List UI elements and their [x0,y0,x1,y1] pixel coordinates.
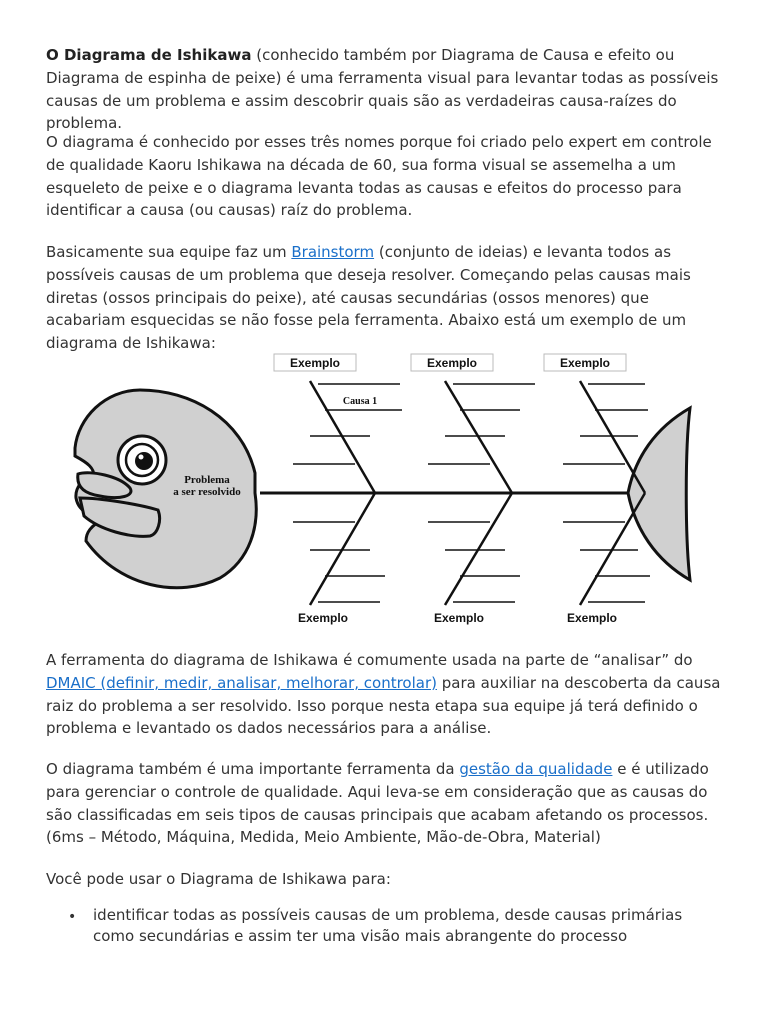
sub-bones-top-2 [428,384,535,464]
dmaic-text-after: para auxiliar na descoberta da causa raiz do problema a ser resolvido. Isso porque nesta etapa sua equipe já terá definido o problema e levantado os dados necessários para a análise. [46,673,721,738]
quality-text-after: e é utilizado para gerenciar o controle de qualidade. Aqui leva-se em consideração que as causas do são classificadas em seis tipos de causas principais que acabam afetando os processos. (6ms – Método, Máquina, Medida, Meio Ambiente, Mão-de-Obra, Material) [46,760,709,847]
intro-text: (conhecido também por Diagrama de Causa e efeito ou Diagrama de espinha de peixe) é uma ferramenta visual para levantar todas as possíveis causas de um problema e assim descobrir quais são as verdadeiras causa-raízes do problema. [46,46,719,133]
bottom-label-1: Exemplo [297,611,349,625]
usage-intro-text: Você pode usar o Diagrama de Ishikawa para: [46,870,391,888]
top-label-2: Exemplo [426,356,478,370]
intro-paragraph [46,44,732,135]
cause-1-label: Causa 1 [342,396,378,407]
dmaic-text-before: A ferramenta do diagrama de Ishikawa é comumente usada na parte de “analisar” do [46,651,693,669]
main-bone-top-2 [445,381,512,493]
ishikawa-fishbone-diagram [60,348,700,630]
sub-bones-bottom-1 [293,522,385,602]
fish-eye-highlight [139,455,144,460]
top-label-1: Exemplo [289,356,341,370]
quality-management-link[interactable]: gestão da qualidade [459,760,613,778]
usage-list [46,905,706,947]
quality-paragraph [46,758,732,849]
problem-label-line2: a ser resolvido [173,486,241,498]
bullet-icon: • [68,909,77,925]
top-label-3: Exemplo [559,356,611,370]
bottom-label-2: Exemplo [433,611,485,625]
sub-bones-bottom-2 [428,522,520,602]
list-item [46,905,706,947]
problem-label-line1: Problema [184,474,230,486]
origin-text: O diagrama é conhecido por esses três nomes porque foi criado pelo expert em controle de qualidade Kaoru Ishikawa na década de 60, sua forma visual se assemelha a um esqueleto de peixe e o diagrama levanta todas as causas e efeitos do processo para identificar a causa (ou causas) raíz do problema. [46,133,712,220]
main-bone-bottom-2 [445,493,512,605]
bottom-label-3: Exemplo [566,611,618,625]
origin-paragraph [46,131,732,222]
fish-pupil [135,452,153,470]
brainstorm-text-before: Basicamente sua equipe faz um [46,243,292,261]
dmaic-link[interactable]: DMAIC (definir, medir, analisar, melhorar, controlar) [46,673,437,692]
usage-intro-paragraph [46,868,732,891]
quality-text-before: O diagrama também é uma importante ferramenta da [46,760,460,778]
brainstorm-text-after: (conjunto de ideias) e levanta todos as possíveis causas de um problema que deseja resolver. Começando pelas causas mais diretas (ossos principais do peixe), até causas secundárias (ossos menores) que acabariam esquecidas se não fosse pela ferramenta. Abaixo está um exemplo de um diagrama de Ishikawa: [46,243,691,353]
main-bone-bottom-1 [310,493,375,605]
list-item-text: identificar todas as possíveis causas de um problema, desde causas primárias como secundárias e assim ter uma visão mais abrangente do processo [93,906,683,945]
brainstorm-link[interactable]: Brainstorm [291,243,375,261]
main-bone-bottom-3 [580,493,645,605]
fish-tail [628,408,690,580]
dmaic-paragraph [46,649,732,740]
article-term: O Diagrama de Ishikawa [46,46,252,64]
brainstorm-paragraph [46,241,732,355]
main-bone-top-3 [580,381,645,493]
sub-bones-bottom-3 [563,522,650,602]
